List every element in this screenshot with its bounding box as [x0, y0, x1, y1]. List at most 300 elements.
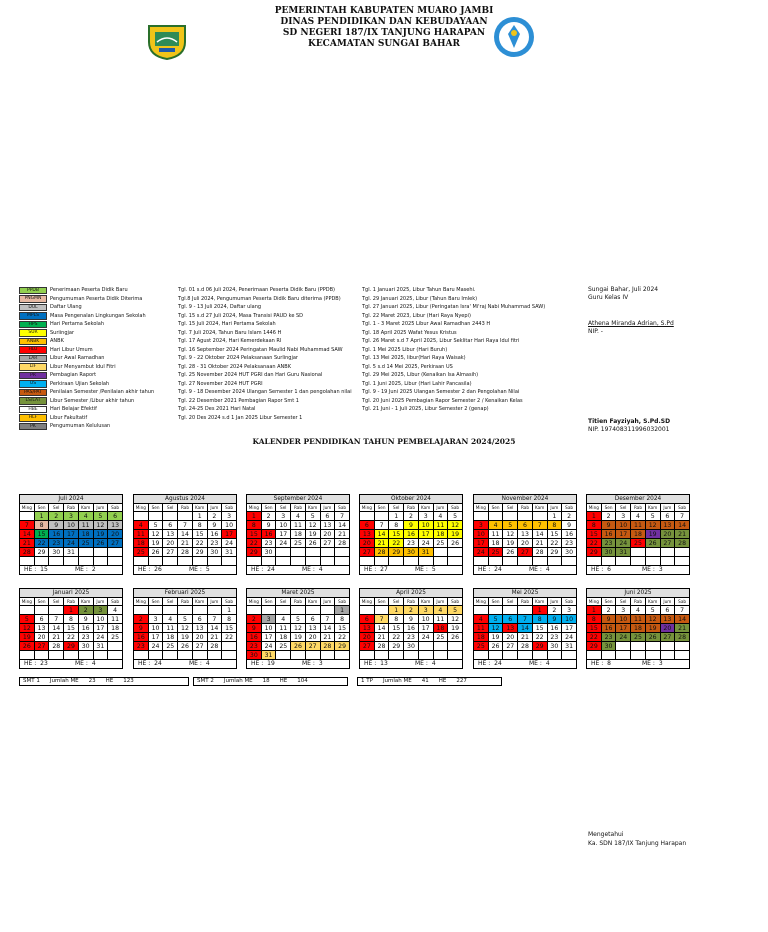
he-label: HE :	[364, 660, 377, 667]
day-cell: 2	[601, 512, 616, 521]
he-count	[474, 566, 525, 574]
day-header: Sel	[163, 598, 178, 606]
day-cell: 17	[418, 530, 433, 539]
month-summary	[473, 660, 577, 669]
day-cell: 13	[660, 615, 675, 624]
day-cell: 13	[360, 530, 375, 539]
day-cell: 15	[247, 530, 262, 539]
day-cell: 5	[148, 521, 163, 530]
day-cell: 3	[616, 606, 631, 615]
teacher-nip: NIP. -	[588, 328, 603, 335]
he-count	[587, 566, 638, 574]
event-item: Tgl. 9 - 18 Desember 2024 Ulangan Semester 1 dan pengolahan nilai	[178, 389, 352, 395]
legend-text: Pengumuman Peserta Didik Diterima	[50, 295, 143, 302]
he-value: 13	[380, 660, 388, 667]
empty-cell	[660, 557, 675, 566]
day-cell: 4	[291, 512, 306, 521]
day-cell: 22	[247, 539, 262, 548]
day-cell: 21	[374, 633, 389, 642]
teacher-role: Guru Kelas IV	[588, 294, 629, 301]
day-cell: 27	[660, 633, 675, 642]
day-cell: 1	[389, 606, 404, 615]
day-header: Jum	[660, 504, 675, 512]
empty-cell	[660, 642, 675, 651]
empty-cell	[532, 512, 547, 521]
day-cell: 2	[78, 606, 93, 615]
day-cell: 24	[148, 642, 163, 651]
me-label: ME :	[75, 660, 88, 667]
day-cell: 22	[587, 633, 602, 642]
day-cell: 4	[78, 512, 93, 521]
he-value: 24	[154, 660, 162, 667]
day-header: Sen	[148, 598, 163, 606]
day-cell: 15	[389, 530, 404, 539]
day-cell: 4	[488, 521, 503, 530]
empty-cell	[474, 557, 489, 566]
day-cell: 14	[532, 530, 547, 539]
empty-cell	[448, 642, 463, 651]
empty-cell	[291, 548, 306, 557]
legend-text: Suriingjar	[50, 329, 75, 336]
month-name: Desember 2024	[587, 495, 690, 504]
day-cell: 6	[108, 512, 123, 521]
day-header: Jum	[660, 598, 675, 606]
day-cell: 18	[488, 539, 503, 548]
day-header: Jum	[320, 504, 335, 512]
day-cell: 16	[547, 624, 562, 633]
day-cell: 13	[320, 521, 335, 530]
day-cell: 8	[34, 521, 49, 530]
empty-cell	[207, 557, 222, 566]
day-header: Sab	[335, 598, 350, 606]
empty-cell	[503, 557, 518, 566]
empty-cell	[562, 557, 577, 566]
event-item: Tgl. 1 - 3 Maret 2025 Libur Awal Ramadhan 2443 H	[362, 321, 491, 327]
day-header: Rab	[631, 598, 646, 606]
day-cell: 1	[247, 512, 262, 521]
day-cell: 26	[305, 539, 320, 548]
day-cell: 21	[675, 624, 690, 633]
day-header: Sab	[335, 504, 350, 512]
me-count	[525, 566, 576, 574]
day-cell: 13	[660, 521, 675, 530]
day-cell: 14	[49, 624, 64, 633]
day-header: Sel	[389, 598, 404, 606]
month-summary	[586, 660, 690, 669]
legend-item	[19, 346, 154, 355]
day-cell: 2	[247, 615, 262, 624]
day-cell: 6	[360, 615, 375, 624]
he-value: 24	[494, 660, 502, 667]
day-cell: 2	[547, 606, 562, 615]
day-cell: 14	[374, 530, 389, 539]
empty-cell	[134, 512, 149, 521]
day-cell: 27	[34, 642, 49, 651]
event-item: Tgl. 7 Juli 2024, Tahun Baru Islam 1446 H	[178, 329, 282, 336]
day-cell: 8	[335, 615, 350, 624]
day-cell: 16	[207, 530, 222, 539]
total-he-label: HE	[279, 678, 288, 684]
day-cell: 24	[222, 539, 237, 548]
empty-cell	[34, 606, 49, 615]
total-he: 227	[456, 678, 467, 684]
day-cell: 29	[34, 548, 49, 557]
day-cell: 17	[276, 530, 291, 539]
empty-cell	[320, 606, 335, 615]
empty-cell	[404, 557, 419, 566]
day-cell: 29	[547, 548, 562, 557]
empty-cell	[261, 606, 276, 615]
empty-cell	[532, 651, 547, 660]
day-cell: 31	[64, 548, 79, 557]
day-cell: 4	[276, 615, 291, 624]
day-cell: 6	[518, 521, 533, 530]
me-count	[411, 660, 462, 668]
day-cell: 2	[134, 615, 149, 624]
month-summary	[19, 660, 123, 669]
month-summary	[473, 566, 577, 575]
day-cell: 25	[474, 642, 489, 651]
day-cell: 8	[192, 521, 207, 530]
total-box	[19, 677, 189, 686]
empty-cell	[78, 548, 93, 557]
day-cell: 26	[448, 539, 463, 548]
day-cell: 6	[660, 512, 675, 521]
empty-cell	[222, 642, 237, 651]
month-name: Februari 2025	[134, 589, 237, 598]
empty-cell	[587, 651, 602, 660]
day-cell: 12	[20, 624, 35, 633]
day-cell: 16	[601, 530, 616, 539]
day-cell: 31	[261, 651, 276, 660]
day-header: Rab	[291, 504, 306, 512]
day-cell: 21	[178, 539, 193, 548]
legend-swatch: HLF	[19, 414, 47, 422]
day-cell: 22	[547, 539, 562, 548]
he-value: 6	[607, 566, 611, 573]
event-item: Tgl. 18 April 2025 Wafat Yesus Kristus	[362, 329, 457, 336]
me-count	[298, 660, 349, 668]
day-cell: 8	[389, 521, 404, 530]
day-cell: 10	[222, 521, 237, 530]
day-cell: 17	[148, 633, 163, 642]
empty-cell	[148, 651, 163, 660]
day-cell: 28	[320, 642, 335, 651]
empty-cell	[448, 548, 463, 557]
empty-cell	[163, 512, 178, 521]
day-cell: 28	[675, 539, 690, 548]
empty-cell	[320, 548, 335, 557]
empty-cell	[675, 557, 690, 566]
day-cell: 6	[34, 615, 49, 624]
day-cell: 9	[78, 615, 93, 624]
empty-cell	[488, 512, 503, 521]
approval-footer	[588, 830, 686, 848]
day-cell: 16	[601, 624, 616, 633]
empty-cell	[675, 548, 690, 557]
day-cell: 21	[675, 530, 690, 539]
day-cell: 17	[261, 633, 276, 642]
day-cell: 20	[192, 633, 207, 642]
day-cell: 28	[675, 633, 690, 642]
empty-cell	[360, 606, 375, 615]
empty-cell	[631, 557, 646, 566]
day-header: Ming	[360, 598, 375, 606]
day-cell: 5	[93, 512, 108, 521]
empty-cell	[645, 548, 660, 557]
day-cell: 10	[261, 624, 276, 633]
me-label: ME :	[642, 660, 655, 667]
day-header: Jum	[207, 598, 222, 606]
day-cell: 25	[78, 539, 93, 548]
day-cell: 27	[320, 539, 335, 548]
day-cell: 29	[587, 548, 602, 557]
empty-cell	[518, 606, 533, 615]
he-label: HE :	[478, 566, 491, 573]
day-header: Sab	[562, 504, 577, 512]
legend-swatch: HLU	[19, 346, 47, 354]
empty-cell	[20, 651, 35, 660]
day-cell: 3	[418, 606, 433, 615]
day-header: Jum	[93, 504, 108, 512]
legend-swatch: US	[19, 380, 47, 388]
day-cell: 29	[64, 642, 79, 651]
empty-cell	[374, 606, 389, 615]
day-cell: 14	[374, 624, 389, 633]
he-label: HE :	[24, 660, 37, 667]
day-header: Sab	[222, 598, 237, 606]
day-cell: 12	[503, 530, 518, 539]
month-summary	[359, 566, 463, 575]
events-list-semester-1	[178, 286, 352, 422]
legend-text: Hari Pertama Sekolah	[50, 321, 105, 327]
month-name: Mei 2025	[474, 589, 577, 598]
me-value: 3	[318, 660, 323, 667]
day-cell: 13	[305, 624, 320, 633]
day-header: Kam	[305, 598, 320, 606]
day-cell: 18	[433, 530, 448, 539]
day-header: Rab	[518, 598, 533, 606]
day-cell: 30	[562, 548, 577, 557]
day-header: Kam	[532, 504, 547, 512]
day-cell: 20	[503, 633, 518, 642]
day-cell: 24	[616, 539, 631, 548]
day-cell: 1	[587, 512, 602, 521]
total-jumlah: Jumlah ME	[49, 678, 79, 684]
empty-cell	[675, 651, 690, 660]
day-header: Sab	[562, 598, 577, 606]
day-cell: 25	[631, 633, 646, 642]
day-cell: 22	[335, 633, 350, 642]
day-header: Sab	[222, 504, 237, 512]
empty-cell	[291, 606, 306, 615]
day-cell: 20	[320, 530, 335, 539]
day-cell: 21	[20, 539, 35, 548]
day-header: Sen	[34, 598, 49, 606]
day-header: Jum	[320, 598, 335, 606]
event-item: Tgl. 1 Juni 2025, Libur (Hari Lahir Pancasila)	[362, 380, 472, 387]
legend-text: Hari Libur Umum	[50, 346, 93, 353]
day-cell: 3	[93, 606, 108, 615]
day-cell: 14	[178, 530, 193, 539]
day-cell: 30	[261, 548, 276, 557]
approval-school: Ka. SDN 187/IX Tanjung Harapan	[588, 840, 687, 847]
day-cell: 26	[93, 539, 108, 548]
legend-item	[19, 337, 154, 346]
day-cell: 28	[178, 548, 193, 557]
day-cell: 12	[645, 521, 660, 530]
day-cell: 1	[587, 606, 602, 615]
day-header: Ming	[360, 504, 375, 512]
legend-swatch: SUR	[19, 329, 47, 337]
event-item: Tgl. 22 Maret 2023, Libur (Hari Raya Nyepi)	[362, 312, 471, 319]
day-header: Rab	[518, 504, 533, 512]
day-cell: 24	[261, 642, 276, 651]
legend-text: Libur Semester /Libur akhir tahun	[50, 397, 135, 404]
day-header: Rab	[64, 504, 79, 512]
empty-cell	[389, 557, 404, 566]
day-cell: 19	[503, 539, 518, 548]
day-header: Sen	[601, 504, 616, 512]
header-school-name: SD NEGERI 187/IX TANJUNG HARAPAN	[282, 28, 486, 38]
day-cell: 25	[488, 548, 503, 557]
day-cell: 2	[207, 512, 222, 521]
day-cell: 25	[433, 633, 448, 642]
empty-cell	[20, 512, 35, 521]
empty-cell	[474, 606, 489, 615]
empty-cell	[178, 512, 193, 521]
day-cell: 8	[587, 615, 602, 624]
day-cell: 7	[675, 606, 690, 615]
day-header: Sab	[108, 504, 123, 512]
day-header: Kam	[532, 598, 547, 606]
day-cell: 23	[78, 633, 93, 642]
empty-cell	[389, 651, 404, 660]
legend-swatch: HBE	[19, 406, 47, 414]
day-cell: 14	[675, 615, 690, 624]
day-cell: 5	[503, 521, 518, 530]
legend-item	[19, 414, 154, 423]
day-cell: 3	[222, 512, 237, 521]
empty-cell	[503, 651, 518, 660]
he-count	[20, 660, 71, 668]
events-list-semester-2	[362, 286, 545, 414]
day-cell: 30	[601, 642, 616, 651]
place-date: Sungai Bahar, Juli 2024	[588, 286, 659, 293]
total-box	[193, 677, 348, 686]
day-cell: 9	[207, 521, 222, 530]
day-cell: 12	[93, 521, 108, 530]
school-header	[0, 6, 768, 50]
day-cell: 23	[49, 539, 64, 548]
day-header: Jum	[547, 598, 562, 606]
day-cell: 21	[532, 539, 547, 548]
day-cell: 10	[276, 521, 291, 530]
day-header: Sen	[261, 598, 276, 606]
empty-cell	[93, 548, 108, 557]
me-value: 4	[91, 660, 96, 667]
day-cell: 10	[418, 615, 433, 624]
day-cell: 8	[587, 521, 602, 530]
month-calendar	[473, 494, 577, 575]
event-item: Tgl. 9 - 22 Oktober 2024 Pelaksanaan Surlingjar	[178, 355, 298, 361]
event-item: Tgl. 13 Mei 2025, libur(Hari Raya Waisak)	[362, 355, 466, 361]
empty-cell	[335, 548, 350, 557]
he-count	[247, 660, 298, 668]
day-cell: 23	[404, 539, 419, 548]
day-cell: 18	[134, 539, 149, 548]
day-cell: 10	[616, 615, 631, 624]
event-item: Tgl. 24-25 Des 2021 Hari Natal	[178, 406, 256, 412]
day-cell: 12	[448, 521, 463, 530]
day-cell: 24	[64, 539, 79, 548]
day-cell: 11	[474, 624, 489, 633]
legend-text: Penilaian Semester /Penilaian akhir tahun	[50, 389, 155, 395]
empty-cell	[631, 548, 646, 557]
day-cell: 28	[518, 642, 533, 651]
day-cell: 12	[291, 624, 306, 633]
he-label: HE :	[591, 660, 604, 667]
day-cell: 30	[78, 642, 93, 651]
day-cell: 7	[374, 521, 389, 530]
day-cell: 2	[404, 512, 419, 521]
day-header: Sab	[108, 598, 123, 606]
empty-cell	[49, 651, 64, 660]
day-cell: 27	[305, 642, 320, 651]
empty-cell	[418, 651, 433, 660]
me-count	[411, 566, 462, 574]
month-calendar	[19, 588, 123, 669]
day-cell: 10	[562, 615, 577, 624]
he-value: 26	[154, 566, 162, 573]
day-cell: 15	[222, 624, 237, 633]
day-header: Sel	[49, 504, 64, 512]
day-header: Sen	[261, 504, 276, 512]
day-cell: 7	[320, 615, 335, 624]
day-cell: 15	[587, 530, 602, 539]
day-header: Ming	[587, 598, 602, 606]
empty-cell	[518, 557, 533, 566]
day-cell: 28	[207, 642, 222, 651]
empty-cell	[320, 651, 335, 660]
day-header: Kam	[78, 598, 93, 606]
he-label: HE :	[478, 660, 491, 667]
me-label: ME :	[189, 566, 202, 573]
event-item: Tgl. 21 Juni - 1 Juli 2025, Libur Semester 2 (genap)	[362, 406, 489, 412]
empty-cell	[448, 557, 463, 566]
month-calendar	[246, 588, 350, 669]
empty-cell	[20, 606, 35, 615]
day-cell: 17	[418, 624, 433, 633]
day-cell: 23	[247, 642, 262, 651]
day-header: Sen	[488, 598, 503, 606]
day-cell: 26	[291, 642, 306, 651]
header-department: DINAS PENDIDIKAN DAN KEBUDAYAAN	[280, 17, 488, 27]
me-count	[71, 660, 122, 668]
day-cell: 22	[389, 633, 404, 642]
day-cell: 31	[616, 548, 631, 557]
day-cell: 9	[404, 521, 419, 530]
day-cell: 6	[320, 512, 335, 521]
day-cell: 19	[645, 530, 660, 539]
he-value: 15	[40, 566, 48, 573]
event-item: Tgl.8 Juli 2024, Pengumuman Peserta Didik Baru diterima (PPDB)	[178, 295, 341, 302]
legend-swatch: PK	[19, 423, 47, 431]
day-cell: 7	[532, 521, 547, 530]
day-header: Jum	[433, 598, 448, 606]
day-cell: 10	[474, 530, 489, 539]
legend-item	[19, 295, 154, 304]
